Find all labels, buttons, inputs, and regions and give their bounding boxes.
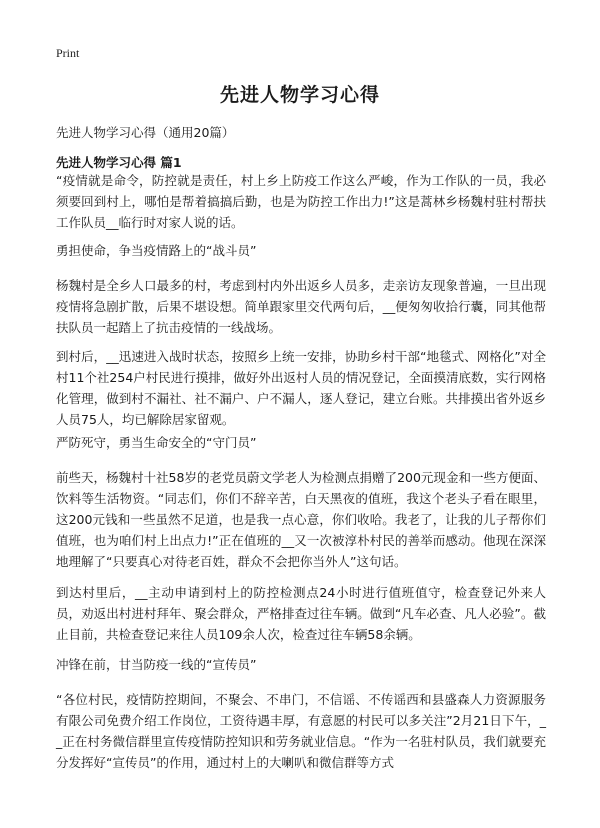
print-label: Print: [56, 46, 80, 60]
page-title: 先进人物学习心得: [219, 84, 380, 106]
subheading-fighter: 勇担使命，争当疫情路上的“战斗员”: [56, 243, 257, 258]
paragraph-donation: 前些天，杨魏村十社58岁的老党员蔚文学老人为检测点捐赠了200元现金和一些方便面、饮料等生活物资。“同志们，你们不辞辛苦，白天黑夜的值班，我这个老头子看在眼里，这200元钱和一些虽然不足道，也是我一点心意，你们收哈。我老了，让我的儿子帮你们值班，也为咱们村上出点力!”正在值班的__又一次被淳朴村民的善举而感动。他现在深深地理解了“只要真心对待老百姓，群众不会把你当外人”这句话。: [56, 470, 546, 569]
paragraph-village-info: 杨魏村是全乡人口最多的村，考虑到村内外出返乡人员多，走亲访友现象普遍，一旦出现疫情将急剧扩散，后果不堪设想。简单跟家里交代两句后，__便匆匆收拾行囊，同其他帮扶队员一起踏上了抗击疫情的一线战场。: [56, 278, 546, 335]
document-subtitle: 先进人物学习心得（通用20篇）: [56, 125, 235, 140]
section-heading: 先进人物学习心得 篇1: [56, 155, 182, 170]
paragraph-quote-intro: “疫情就是命令，防控就是责任，村上乡上防疫工作这么严峻，作为工作队的一员，我必须要回到村上，哪怕是帮着搞搞后勤，也是为防控工作出力!”这是蒿林乡杨魏村驻村帮扶工作队员__临行时对家人说的话。: [56, 173, 546, 230]
subheading-gatekeeper: 严防死守，勇当生命安全的“守门员”: [56, 435, 257, 450]
paragraph-checkpoint: 到达村里后，__主动申请到村上的防控检测点24小时进行值班值守，检查登记外来人员，劝返出村进村拜年、聚会群众，严格排查过往车辆。做到“凡车必查、凡人必验”。截止目前，共检查登记来往人员109余人次，检查过往车辆58余辆。: [56, 585, 546, 642]
subheading-publicity: 冲锋在前，甘当防疫一线的“宣传员”: [56, 657, 257, 672]
paragraph-publicity: “各位村民，疫情防控期间，不聚会、不串门，不信谣、不传谣西和县盛森人力资源服务有限公司免费介绍工作岗位，工资待遇丰厚，有意愿的村民可以多关注”2月21日下午，__正在村务微信群里宣传疫情防控知识和劳务就业信息。“作为一名驻村队员，我们就要充分发挥好“宣传员”的作用，通过村上的大喇叭和微信群等方式: [56, 692, 546, 770]
paragraph-screening: 到村后，__迅速进入战时状态，按照乡上统一安排，协助乡村干部“地毯式、网格化”对全村11个社254户村民进行摸排，做好外出返村人员的情况登记，全面摸清底数，实行网格化管理，做到村不漏社、社不漏户、户不漏人，逐人登记，建立台账。共排摸出省外返乡人员75人，均已解除居家留观。: [56, 349, 546, 427]
